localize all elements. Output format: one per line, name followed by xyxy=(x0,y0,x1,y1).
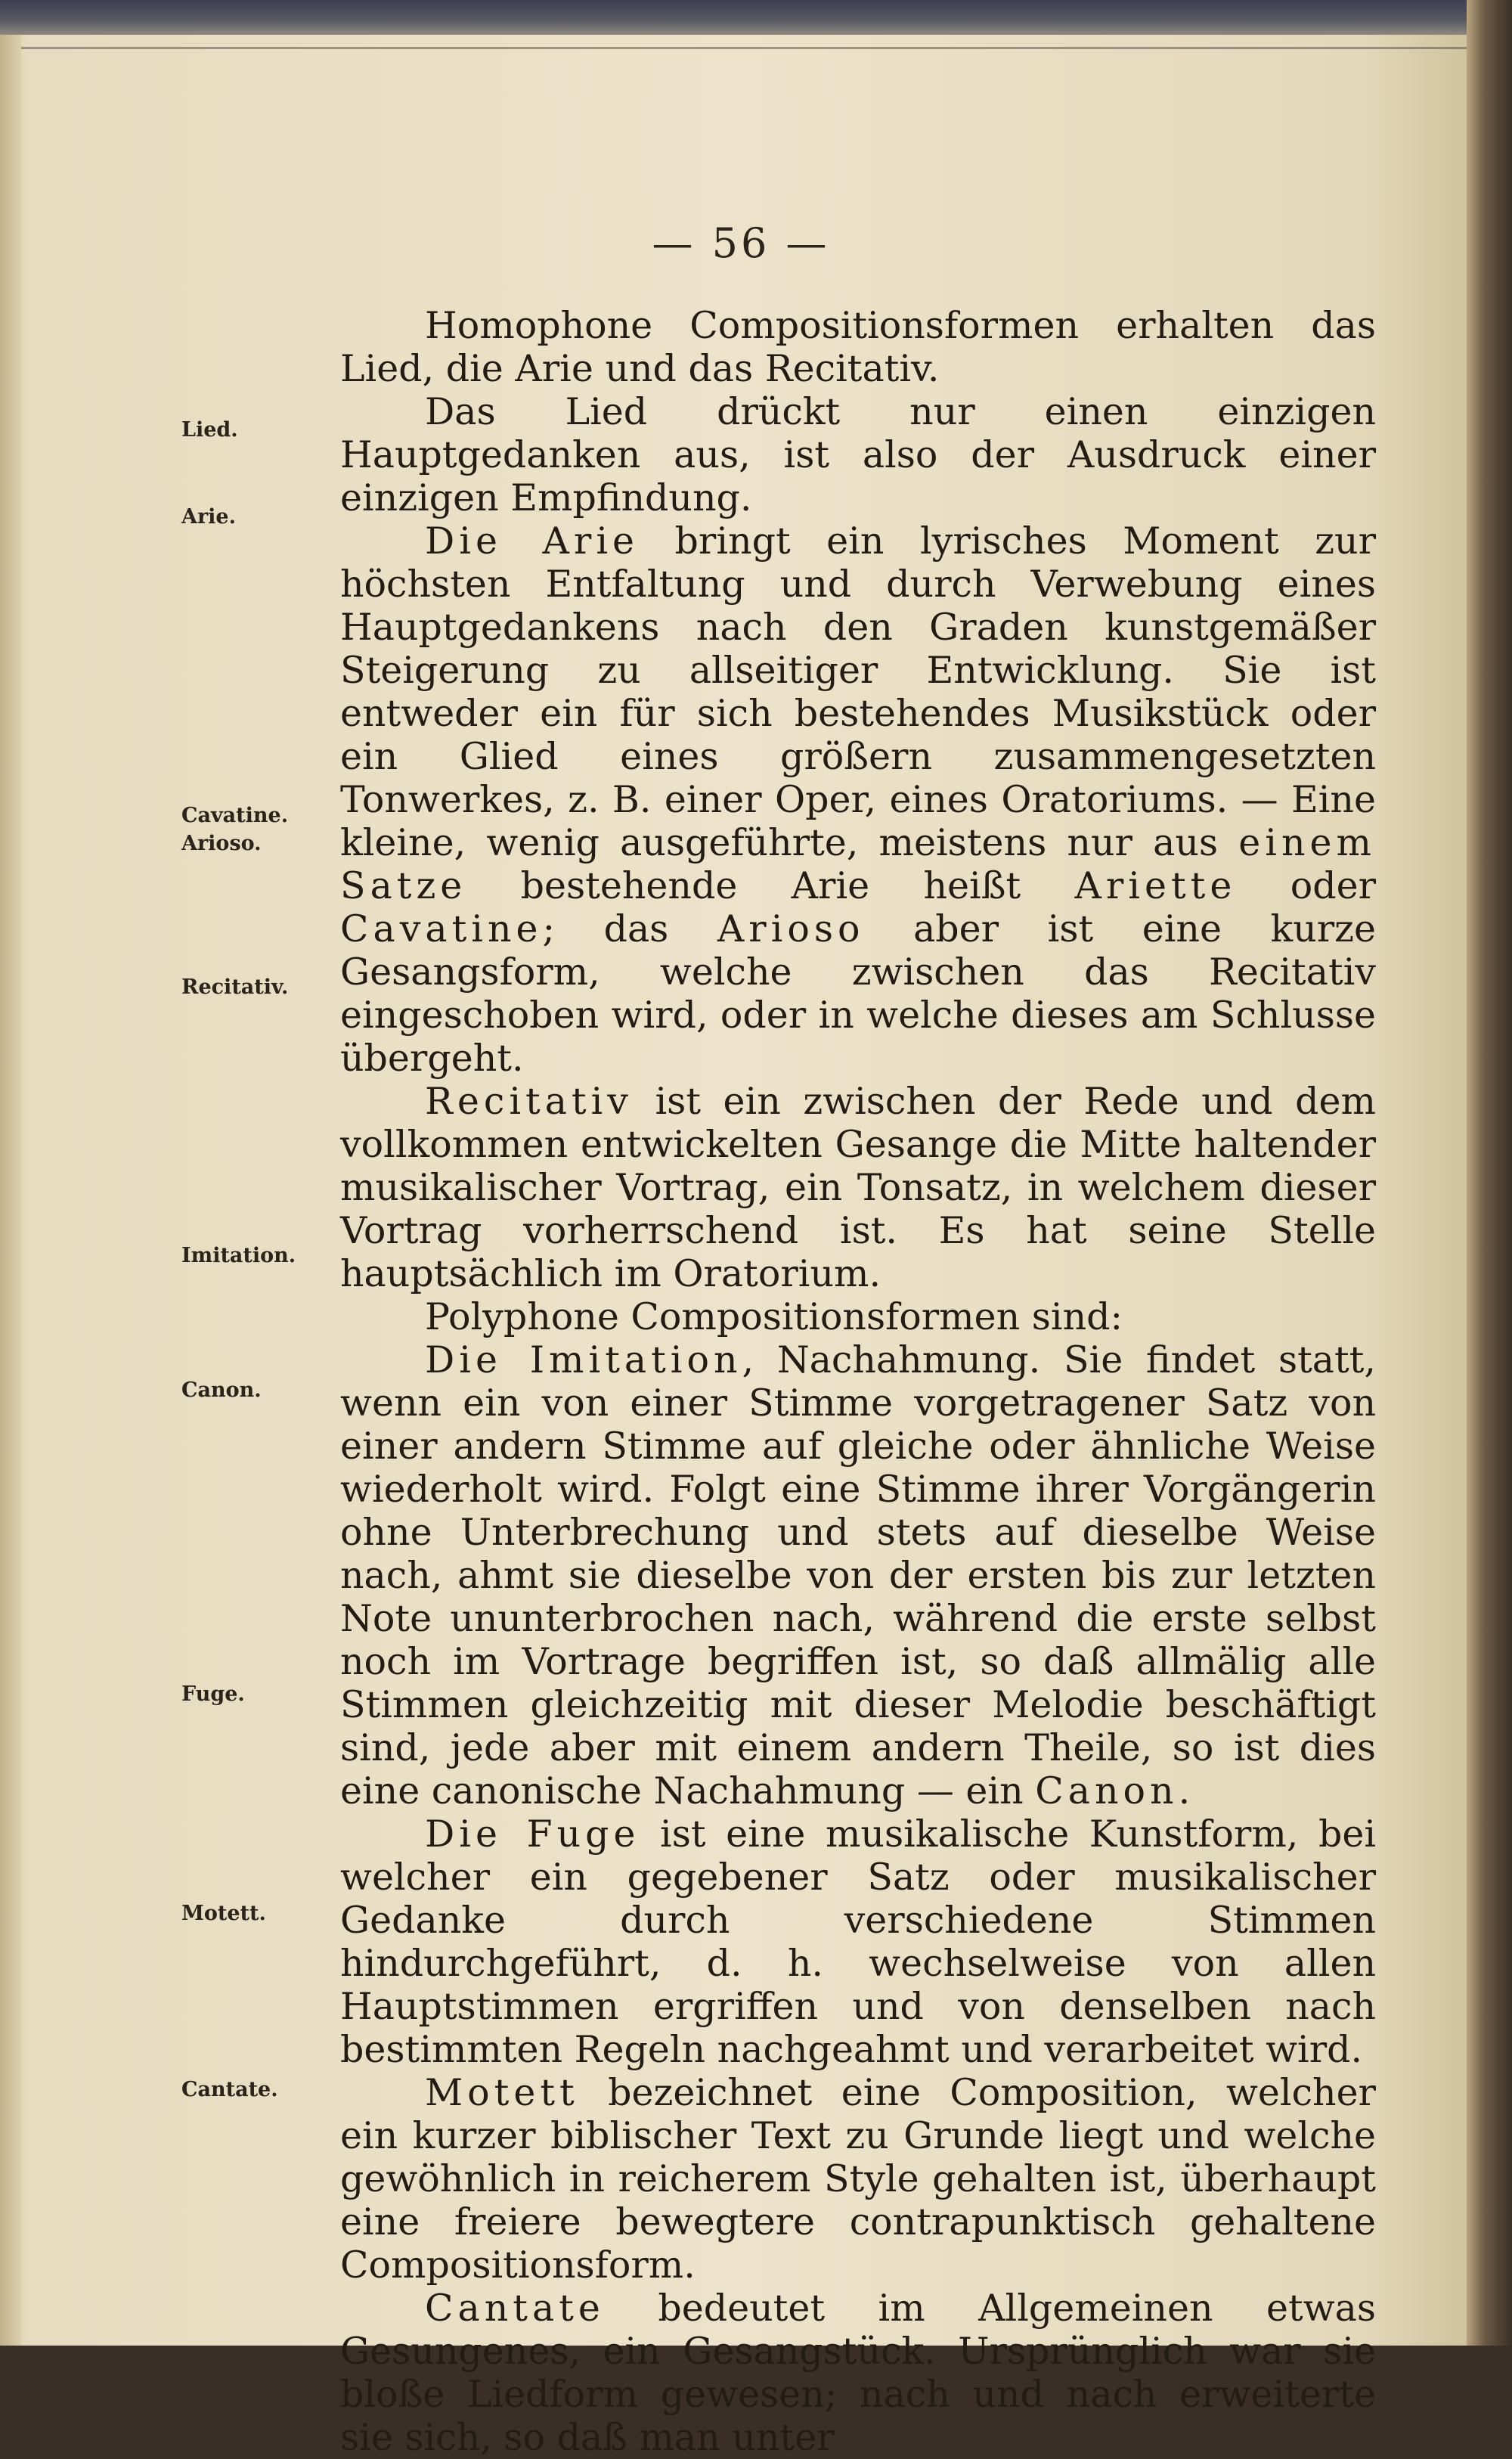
margin-note-cavatine: Cavatine. xyxy=(181,804,289,827)
margin-note-arioso: Arioso. xyxy=(181,832,262,855)
term-fuge: Die Fuge xyxy=(425,1812,640,1856)
page-left-edge xyxy=(0,35,21,2346)
term-cantate: Cantate xyxy=(425,2287,605,2330)
margin-note-lied: Lied. xyxy=(181,418,238,442)
paragraph-cantate: Cantate bedeutet im Allgemeinen etwas Gesungenes, ein Gesangstück. Ursprünglich war sie bloße Liedform gewesen; nach und nach erweiterte sie sich, so daß man unter xyxy=(340,2287,1376,2459)
paragraph-fuge: Die Fuge ist eine musikalische Kunstform, bei welcher ein gegebener Satz oder musikalischer Gedanke durch verschiedene Stimmen hindurchgeführt, d. h. wechselweise von allen Hauptstimmen ergriffen und von denselben nach bestimmten Regeln nachgeahmt und verarbeitet wird. xyxy=(340,1812,1376,2071)
paragraph-motett: Motett bezeichnet eine Composition, welcher ein kurzer biblischer Text zu Grunde liegt und welche gewöhnlich in reicherem Style gehalten ist, überhaupt eine freiere bewegtere contrapunktisch gehaltene Compositionsform. xyxy=(340,2071,1376,2287)
margin-note-motett: Motett. xyxy=(181,1902,266,1925)
paragraph-arie: Die Arie bringt ein lyrisches Moment zur höchsten Entfaltung und durch Verwebung eines Hauptgedankens nach den Graden kunstgemäßer Steigerung zu allseitiger Entwicklung. Sie ist entweder ein für sich bestehendes Musikstück oder ein Glied eines größern zusammengesetzten Tonwerkes, z. B. einer Oper, eines Oratoriums. — Eine kleine, wenig ausgeführte, meistens nur aus einem Satze bestehende Arie heißt Ariette oder Cavatine; das Arioso aber ist eine kurze Gesangsform, welche zwischen das Recitativ eingeschoben wird, oder in welche dieses am Schlusse übergeht. xyxy=(340,519,1376,1080)
page-top-edge xyxy=(0,0,1482,35)
margin-note-imitation: Imitation. xyxy=(181,1244,296,1267)
term-einem-satze: einem Satze xyxy=(340,821,1376,907)
term-cavatine: Cavatine xyxy=(340,907,543,950)
margin-note-arie: Arie. xyxy=(181,505,237,529)
paragraph-lied: Das Lied drückt nur einen einzigen Hauptgedanken aus, ist also der Ausdruck einer einzigen Empfindung. xyxy=(340,390,1376,519)
term-arioso: Arioso xyxy=(717,907,865,950)
paragraph-polyphone: Polyphone Compositionsformen sind: xyxy=(425,1295,1123,1338)
term-canon: Canon xyxy=(1035,1769,1179,1812)
page-top-rule xyxy=(0,47,1482,49)
margin-note-cantate: Cantate. xyxy=(181,2078,278,2101)
paragraph-homophone: Homophone Compositionsformen erhalten das Lied, die Arie und das Recitativ. xyxy=(340,304,1376,390)
book-spine-shadow xyxy=(1467,0,1512,2346)
term-ariette: Ariette xyxy=(1074,864,1237,907)
term-arie: Die Arie xyxy=(425,519,639,563)
margin-note-recitativ: Recitativ. xyxy=(181,975,289,999)
term-recitativ: Recitativ xyxy=(425,1080,633,1123)
margin-note-canon: Canon. xyxy=(181,1378,262,1402)
term-motett: Motett xyxy=(425,2071,579,2114)
page-number: — 56 — xyxy=(652,219,830,267)
paragraph-imitation: Die Imitation, Nachahmung. Sie findet statt, wenn ein von einer Stimme vorgetragener Satz von einer andern Stimme auf gleiche oder ähnliche Weise wiederholt wird. Folgt eine Stimme ihrer Vorgängerin ohne Unterbrechung und stets auf dieselbe Weise nach, ahmt sie dieselbe von der ersten bis zur letzten Note ununterbrochen nach, während die erste selbst noch im Vortrage begriffen ist, so daß allmälig alle Stimmen gleichzeitig mit dieser Melodie beschäftigt sind, jede aber mit einem andern Theile, so ist dies eine canonische Nachahmung — ein Canon. xyxy=(340,1338,1376,1812)
body-text xyxy=(340,304,1376,2459)
term-imitation: Die Imitation xyxy=(425,1338,742,1381)
margin-note-fuge: Fuge. xyxy=(181,1682,245,1706)
paragraph-recitativ: Recitativ ist ein zwischen der Rede und dem vollkommen entwickelten Gesange die Mitte haltender musikalischer Vortrag, ein Tonsatz, in welchem dieser Vortrag vorherrschend ist. Es hat seine Stelle hauptsächlich im Oratorium. xyxy=(340,1080,1376,1295)
